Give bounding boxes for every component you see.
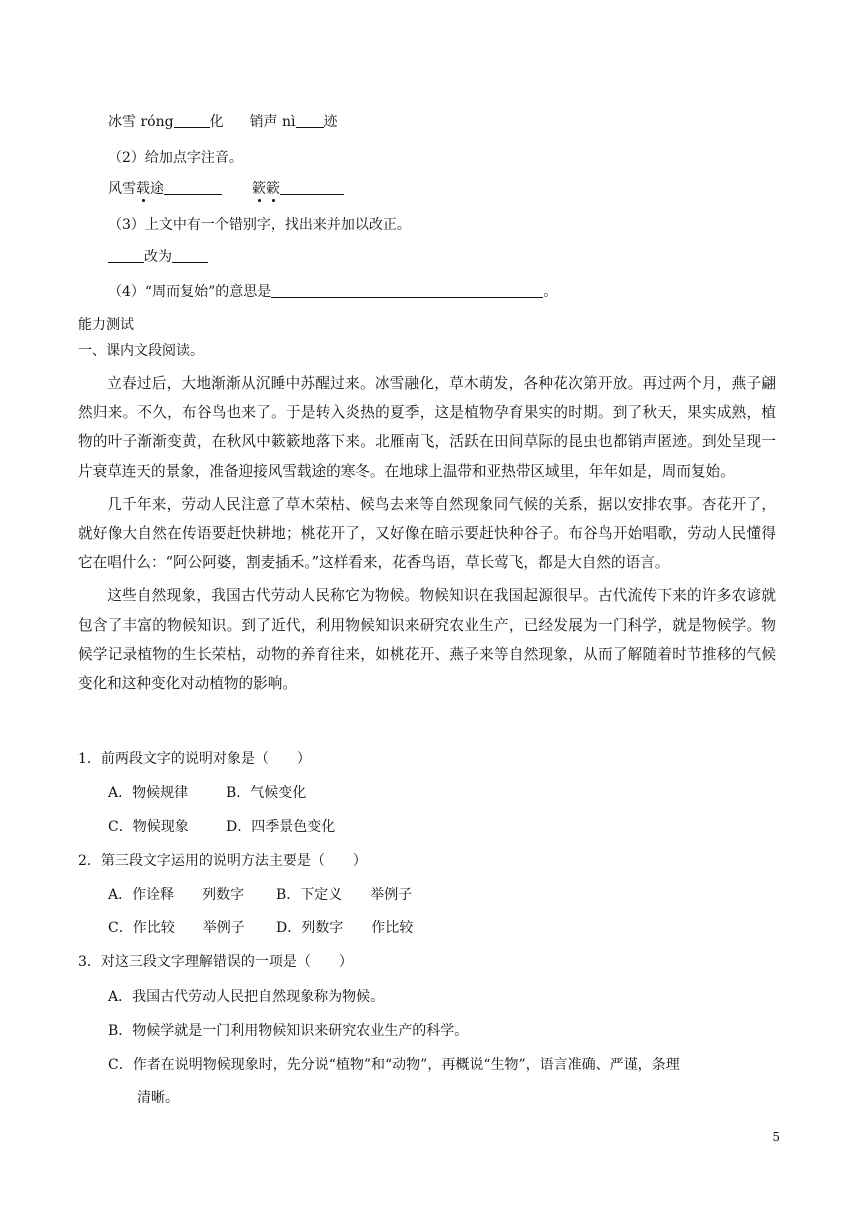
passage-paragraph-3: 这些自然现象，我国古代劳动人民称它为物候。物候知识在我国起源很早。古代流传下来的许多农谚就包含了丰富的物候知识。到了近代，利用物候知识来研究农业生产，已经发展为一门科学，就是物候学。物候学记录植物的生长荣枯，动物的养育往来，如桃花开、燕子来等自然现象，从而了解随着时节推移的气候变化和这种变化对动植物的影响。 [78,587,776,693]
answer-blank[interactable] [108,248,144,263]
option-c[interactable]: C．物候现象 [108,819,189,835]
option-c-continued: 清晰。 [137,1090,179,1106]
passage-paragraph-2: 几千年来，劳动人民注意了草木荣枯、候鸟去来等自然现象同气候的关系，据以安排农事。杏花开了，就好像大自然在传语要赶快耕地；桃花开了，又好像在暗示要赶快种谷子。布谷鸟开始唱歌，劳动人民懂得它在唱什么：“阿公阿婆，割麦插禾。”这样看来，花香鸟语，草长莺飞，都是大自然的语言。 [78,495,776,572]
option-c[interactable]: C．作比较 举例子 [108,920,245,936]
dotted-char: 载 [136,181,150,197]
option-d[interactable]: D．列数字 作比较 [276,920,414,936]
question-2-stem: 2．第三段文字运用的说明方法主要是（ ） [78,853,367,869]
answer-blank[interactable] [174,113,210,128]
option-b[interactable]: B．物候学就是一门利用物候知识来研究农业生产的科学。 [108,1023,469,1039]
option-b[interactable]: B．气候变化 [226,785,307,801]
question-2-label: （2）给加点字注音。 [108,150,243,166]
option-c[interactable]: C．作者在说明物候现象时，先分说“植物”和“动物”，再概说“生物”，语言准确、严谨，条理 [108,1057,680,1073]
option-b[interactable]: B．下定义 举例子 [276,887,413,903]
answer-blank[interactable] [164,180,222,195]
dotted-char: 簌 [252,181,266,197]
section-heading: 能力测试 [78,317,134,333]
answer-blank[interactable] [172,248,208,263]
option-a[interactable]: A．物候规律 [108,785,189,801]
fill-text-3: 销声 nì [249,114,296,130]
word-a-prefix: 风雪 [108,181,136,197]
fill-line-3 [108,246,208,266]
question-1-stem: 1．前两段文字的说明对象是（ ） [78,751,311,767]
fill-text-correct: 改为 [144,249,172,265]
word-a-suffix: 途 [150,181,164,197]
fill-line-2 [108,178,344,198]
option-d[interactable]: D．四季景色变化 [226,819,336,835]
answer-blank[interactable] [296,113,324,128]
question-4-label [108,281,557,301]
section-subheading: 一、课内文段阅读。 [78,343,204,359]
fill-text-2: 化 [209,114,224,130]
question-4-end: 。 [543,284,558,300]
question-3-label: （3）上文中有一个错别字，找出来并加以改正。 [108,217,411,233]
dotted-char: 簌 [266,181,280,197]
fill-line-1 [108,111,338,131]
passage-paragraph-1: 立春过后，大地渐渐从沉睡中苏醒过来。冰雪融化，草木萌发，各种花次第开放。再过两个月，燕子翩然归来。不久，布谷鸟也来了。于是转入炎热的夏季，这是植物孕育果实的时期。到了秋天，果实成熟，植物的叶子渐渐变黄，在秋风中簌簌地落下来。北雁南飞，活跃在田间草际的昆虫也都销声匿迹。到处呈现一片衰草连天的景象，准备迎接风雪载途的寒冬。在地球上温带和亚热带区域里，年年如是，周而复始。 [78,375,776,480]
fill-text-1: 冰雪 róng [108,114,174,130]
fill-text-4: 迹 [323,114,338,130]
question-4-text: （4）“周而复始”的意思是 [108,284,272,300]
answer-blank[interactable] [271,283,543,298]
question-3-stem: 3．对这三段文字理解错误的一项是（ ） [78,954,353,970]
option-a[interactable]: A．作诠释 列数字 [108,887,245,903]
reading-passage [78,369,776,698]
option-a[interactable]: A．我国古代劳动人民把自然现象称为物候。 [108,989,385,1005]
page-number: 5 [772,1130,780,1144]
answer-blank[interactable] [280,180,344,195]
